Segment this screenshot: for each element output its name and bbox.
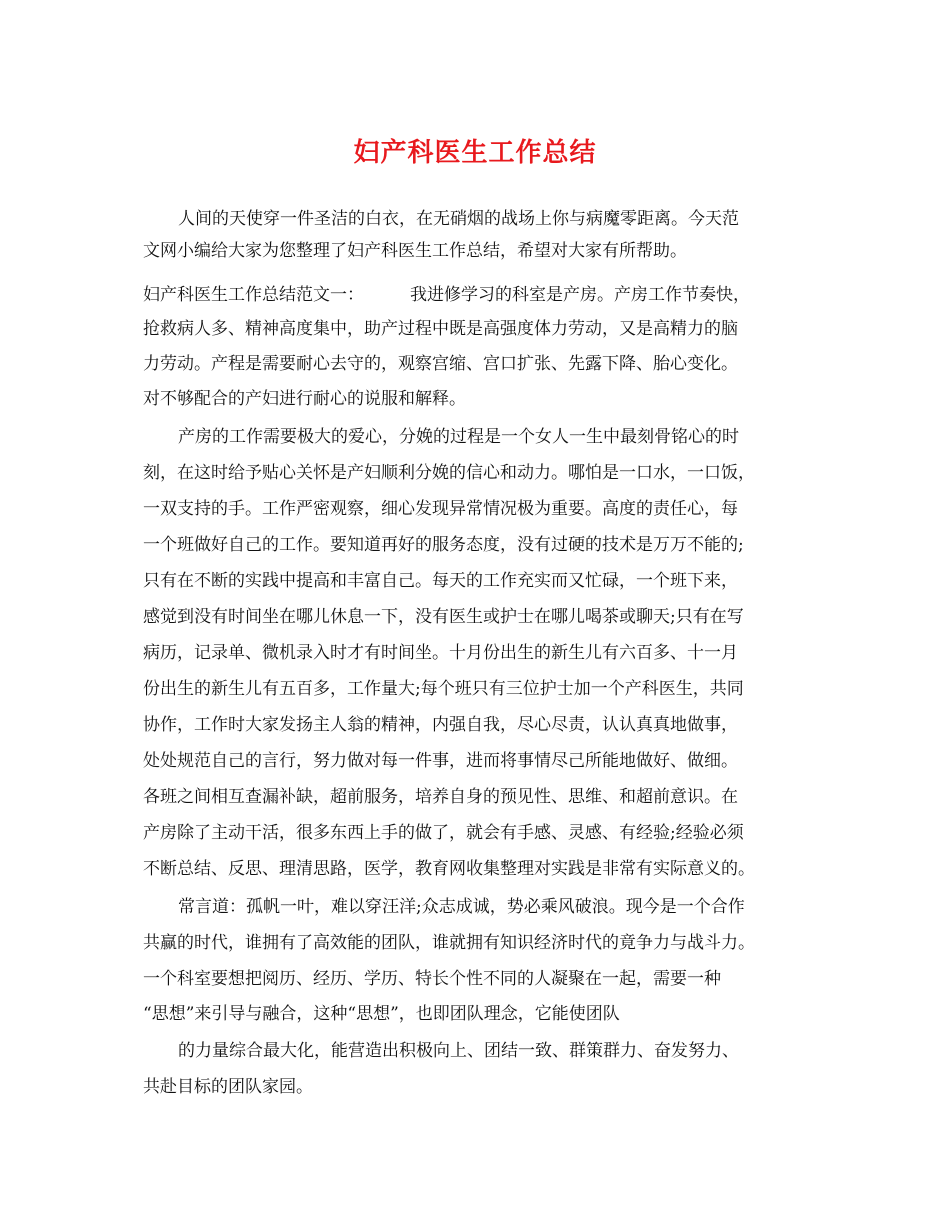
paragraph-line: 人间的天使穿一件圣洁的白衣，在无硝烟的战场上你与病魔零距离。今天范: [178, 209, 739, 229]
paragraph-line: 的力量综合最大化，能营造出积极向上、团结一致、群策群力、奋发努力、: [178, 1041, 739, 1061]
paragraph-line: [143, 284, 750, 306]
paragraph-line: 处处规范自己的言行，努力做对每一件事，进而将事情尽己所能地做好、做细。: [143, 751, 738, 771]
paragraph-line: 感觉到没有时间坐在哪儿休息一下，没有医生或护士在哪儿喝茶或聊天;只有在写: [143, 607, 744, 627]
paragraph-line: 共赴目标的团队家园。: [143, 1077, 313, 1097]
paragraph-line: 文网小编给大家为您整理了妇产科医生工作总结，希望对大家有所帮助。: [143, 241, 687, 261]
paragraph-line: 一双支持的手。工作严密观察，细心发现异常情况极为重要。高度的责任心，每: [143, 499, 738, 519]
paragraph-line: 份出生的新生儿有五百多，工作量大;每个班只有三位护士加一个产科医生，共同: [143, 679, 744, 699]
section-heading: 妇产科医生工作总结范文一：: [143, 285, 364, 305]
paragraph-line: 一个班做好自己的工作。要知道再好的服务态度，没有过硬的技术是万万不能的;: [143, 535, 744, 555]
paragraph-line: 常言道：孤帆一叶，难以穿汪洋;众志成诚，势必乘风破浪。现今是一个合作: [178, 897, 745, 917]
paragraph-text: 我进修学习的科室是产房。产房工作节奏快，: [410, 285, 750, 305]
paragraph-line: 只有在不断的实践中提高和丰富自己。每天的工作充实而又忙碌，一个班下来，: [143, 571, 738, 591]
paragraph-line: 产房的工作需要极大的爱心，分娩的过程是一个女人一生中最刻骨铭心的时: [178, 427, 739, 447]
paragraph-line: 病历，记录单、微机录入时才有时间坐。十月份出生的新生儿有六百多、十一月: [143, 643, 738, 663]
paragraph-line: 抢救病人多、精神高度集中，助产过程中既是高强度体力劳动，又是高精力的脑: [143, 319, 738, 339]
paragraph-line: 刻，在这时给予贴心关怀是产妇顺利分娩的信心和动力。哪怕是一口水，一口饭，: [143, 463, 755, 483]
paragraph-line: 一个科室要想把阅历、经历、学历、特长个性不同的人凝聚在一起，需要一种: [143, 969, 721, 989]
paragraph-line: “思想”来引导与融合，这种“思想”，也即团队理念，它能使团队: [143, 1004, 620, 1024]
paragraph-line: 协作，工作时大家发扬主人翁的精神，内强自我，尽心尽责，认认真真地做事，: [143, 715, 738, 735]
paragraph-line: 共赢的时代，谁拥有了高效能的团队，谁就拥有知识经济时代的竟争力与战斗力。: [143, 933, 755, 953]
paragraph-line: 各班之间相互查漏补缺，超前服务，培养自身的预见性、思维、和超前意识。在: [143, 787, 738, 807]
paragraph-line: 对不够配合的产妇进行耐心的说服和解释。: [143, 389, 466, 409]
page-title: 妇产科医生工作总结: [353, 138, 597, 168]
paragraph-line: 产房除了主动干活，很多东西上手的做了，就会有手感、灵感、有经验;经验必须: [143, 823, 744, 843]
paragraph-line: 力劳动。产程是需要耐心去守的，观察宫缩、宫口扩张、先露下降、胎心变化。: [143, 354, 738, 374]
paragraph-line: 不断总结、反思、理清思路，医学，教育网收集整理对实践是非常有实际意义的。: [143, 859, 755, 879]
